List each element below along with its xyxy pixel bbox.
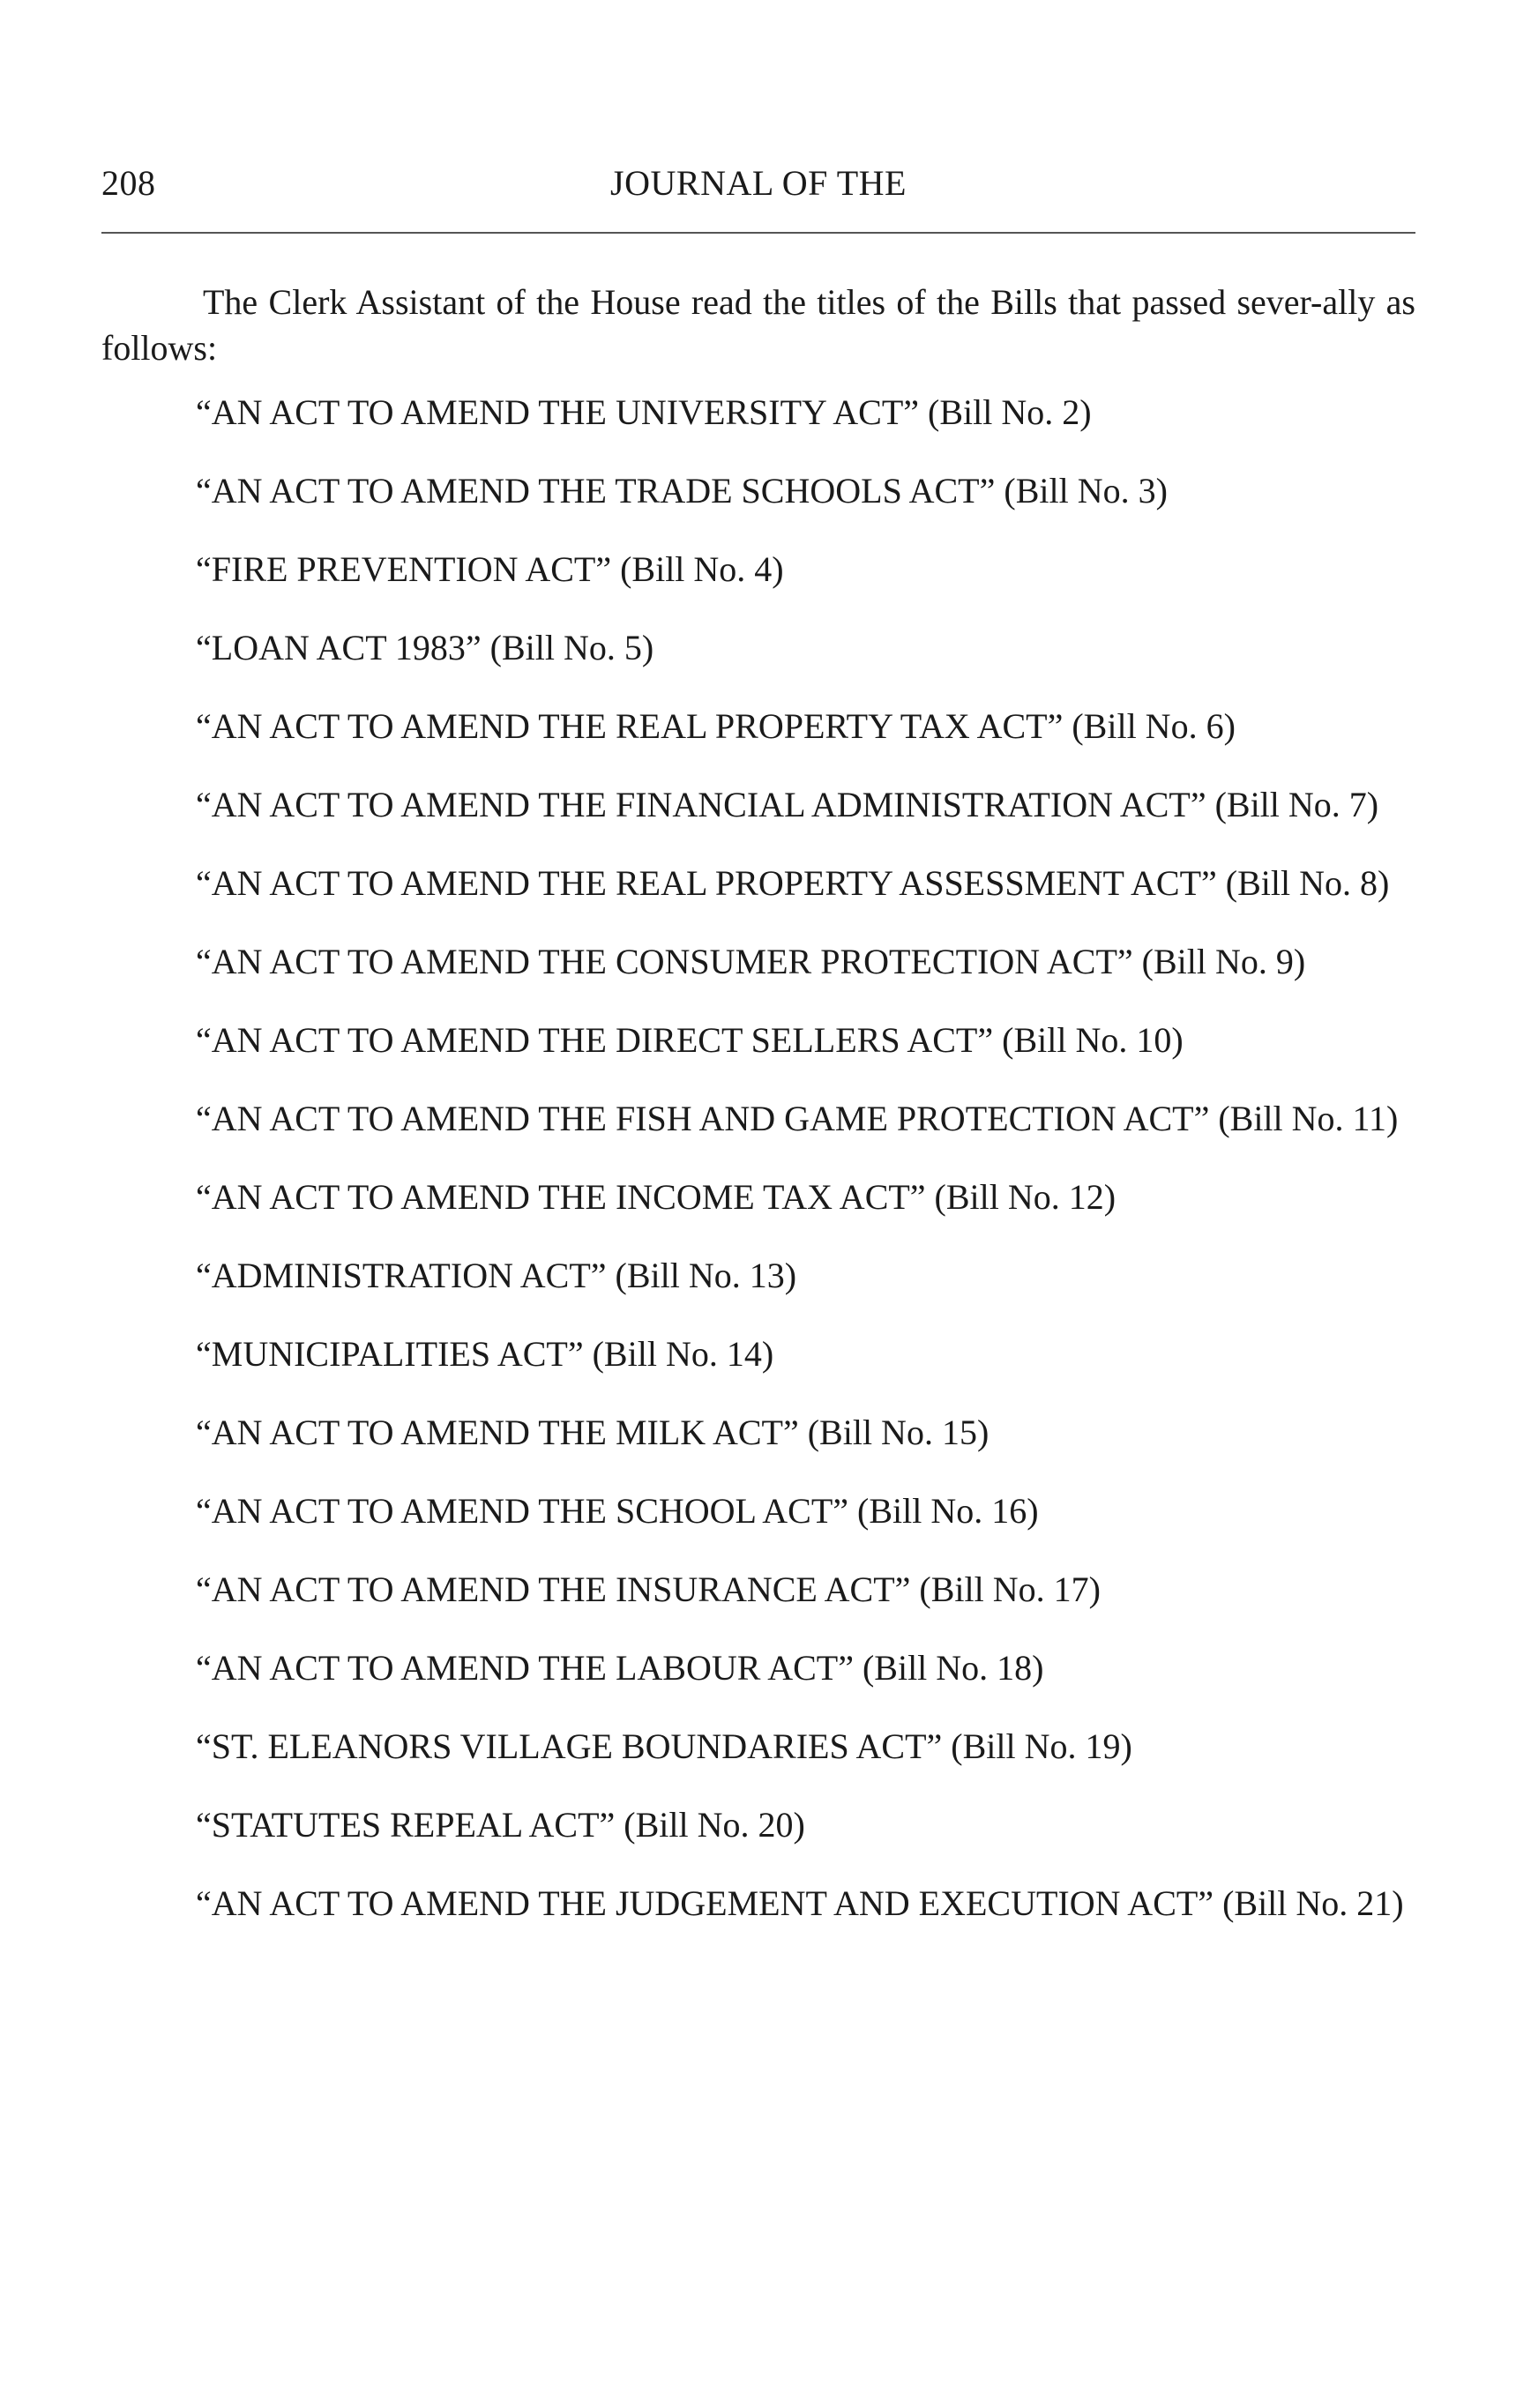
- bill-item: “ST. ELEANORS VILLAGE BOUNDARIES ACT” (Bill No. 19): [196, 1726, 1132, 1766]
- bill-item: “AN ACT TO AMEND THE FISH AND GAME PROTECTION ACT” (Bill No. 11): [196, 1099, 1399, 1138]
- bill-item: “AN ACT TO AMEND THE LABOUR ACT” (Bill No. 18): [196, 1648, 1044, 1688]
- intro-paragraph: The Clerk Assistant of the House read the titles of the Bills that passed sever-ally as follows:: [101, 282, 1415, 368]
- bill-item: “AN ACT TO AMEND THE INSURANCE ACT” (Bill No. 17): [196, 1569, 1101, 1609]
- bill-item: “ADMINISTRATION ACT” (Bill No. 13): [196, 1256, 797, 1295]
- bill-item: “AN ACT TO AMEND THE JUDGEMENT AND EXECUTION ACT” (Bill No. 21): [196, 1883, 1404, 1923]
- running-head: [101, 161, 1415, 205]
- bill-item: “MUNICIPALITIES ACT” (Bill No. 14): [196, 1334, 774, 1374]
- bill-item: “AN ACT TO AMEND THE DIRECT SELLERS ACT” (Bill No. 10): [196, 1020, 1184, 1060]
- bill-item: “STATUTES REPEAL ACT” (Bill No. 20): [196, 1805, 805, 1845]
- bill-item: “AN ACT TO AMEND THE FINANCIAL ADMINISTRATION ACT” (Bill No. 7): [196, 785, 1379, 824]
- bill-item: “AN ACT TO AMEND THE TRADE SCHOOLS ACT” (Bill No. 3): [196, 471, 1168, 511]
- bill-item: “LOAN ACT 1983” (Bill No. 5): [196, 628, 654, 667]
- bill-item: “AN ACT TO AMEND THE REAL PROPERTY ASSESSMENT ACT” (Bill No. 8): [196, 863, 1390, 903]
- bill-item: “AN ACT TO AMEND THE INCOME TAX ACT” (Bill No. 12): [196, 1177, 1116, 1217]
- bill-item: “AN ACT TO AMEND THE CONSUMER PROTECTION ACT” (Bill No. 9): [196, 942, 1306, 981]
- bill-item: “AN ACT TO AMEND THE REAL PROPERTY TAX ACT” (Bill No. 6): [196, 706, 1236, 746]
- bill-item: “AN ACT TO AMEND THE SCHOOL ACT” (Bill No. 16): [196, 1491, 1039, 1531]
- header-divider: [101, 232, 1415, 234]
- bill-item: “FIRE PREVENTION ACT” (Bill No. 4): [196, 549, 784, 589]
- bill-item: “AN ACT TO AMEND THE MILK ACT” (Bill No. 15): [196, 1413, 990, 1452]
- journal-title: JOURNAL OF THE: [610, 163, 907, 203]
- bill-item: “AN ACT TO AMEND THE UNIVERSITY ACT” (Bill No. 2): [196, 392, 1092, 432]
- bill-list: [196, 390, 1415, 1959]
- page-number: 208: [101, 163, 156, 203]
